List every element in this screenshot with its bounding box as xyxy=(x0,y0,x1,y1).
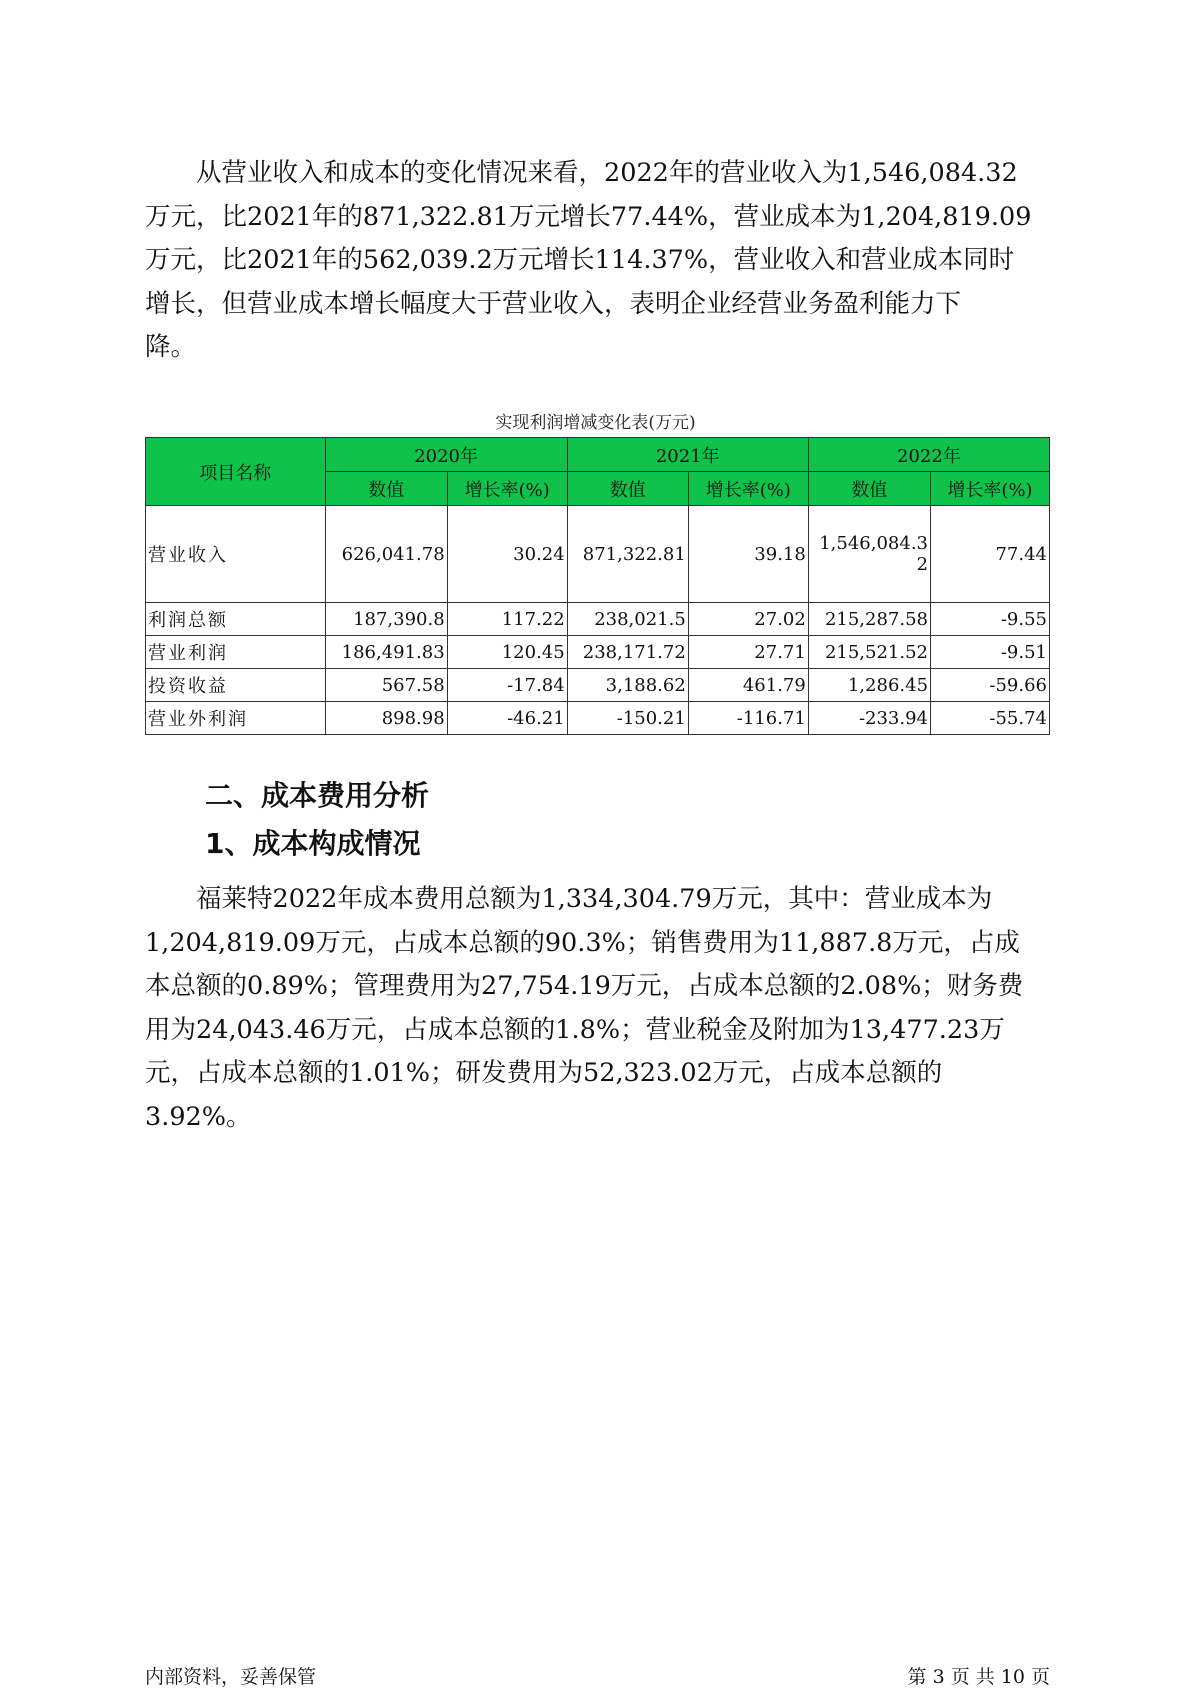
cell: 215,521.52 xyxy=(808,636,930,669)
table-row xyxy=(146,669,1050,702)
paragraph-line: 福莱特2022年成本费用总额为1,334,304.79万元，其中：营业成本为 xyxy=(145,884,993,914)
cell: 39.18 xyxy=(688,506,808,603)
cell: 3,188.62 xyxy=(567,669,688,702)
intro-paragraph xyxy=(145,152,1045,370)
cell: 898.98 xyxy=(325,702,447,735)
paragraph-line: 万元，比2021年的562,039.2万元增长114.37%，营业收入和营业成本同时 xyxy=(145,245,1015,275)
table-header-row xyxy=(146,438,1050,472)
paragraph-line: 本总额的0.89%；管理费用为27,754.19万元，占成本总额的2.08%；财务费 xyxy=(145,971,1024,1001)
cell: 871,322.81 xyxy=(567,506,688,603)
row-name: 投资收益 xyxy=(146,669,326,702)
cell: 77.44 xyxy=(931,506,1050,603)
row-name: 营业外利润 xyxy=(146,702,326,735)
row-name: 营业收入 xyxy=(146,506,326,603)
cell: -17.84 xyxy=(447,669,567,702)
table-caption: 实现利润增减变化表(万元) xyxy=(495,413,696,433)
cell: 1,546,084.32 xyxy=(808,506,930,603)
header-value: 数值 xyxy=(567,472,688,506)
header-rate: 增长率(%) xyxy=(447,472,567,506)
cell: 1,286.45 xyxy=(808,669,930,702)
paragraph-line: 3.92%。 xyxy=(145,1101,252,1132)
cell: -59.66 xyxy=(931,669,1050,702)
cell: 215,287.58 xyxy=(808,603,930,636)
header-value: 数值 xyxy=(808,472,930,506)
header-rate: 增长率(%) xyxy=(688,472,808,506)
cell: -46.21 xyxy=(447,702,567,735)
paragraph-line: 增长，但营业成本增长幅度大于营业收入，表明企业经营业务盈利能力下 xyxy=(145,288,962,319)
profit-table xyxy=(145,437,1050,735)
paragraph-line: 万元，比2021年的871,322.81万元增长77.44%，营业成本为1,204,819.09 xyxy=(145,201,1032,232)
cell: 461.79 xyxy=(688,669,808,702)
cell: 238,171.72 xyxy=(567,636,688,669)
paragraph-line: 1,204,819.09万元，占成本总额的90.3%；销售费用为11,887.8万元，占成 xyxy=(145,927,1020,958)
cell: 238,021.5 xyxy=(567,603,688,636)
cell: 187,390.8 xyxy=(325,603,447,636)
cell: 120.45 xyxy=(447,636,567,669)
header-year: 2022年 xyxy=(808,438,1049,472)
header-item-name: 项目名称 xyxy=(146,438,326,506)
header-year: 2021年 xyxy=(567,438,808,472)
header-value: 数值 xyxy=(325,472,447,506)
cell: -55.74 xyxy=(931,702,1050,735)
subsection-heading: 1、成本构成情况 xyxy=(205,827,421,860)
cell: 30.24 xyxy=(447,506,567,603)
section-heading: 二、成本费用分析 xyxy=(205,779,430,812)
cell: 567.58 xyxy=(325,669,447,702)
cell: -9.51 xyxy=(931,636,1050,669)
cell: 626,041.78 xyxy=(325,506,447,603)
header-year: 2020年 xyxy=(325,438,567,472)
paragraph-line: 降。 xyxy=(145,332,197,362)
header-rate: 增长率(%) xyxy=(931,472,1050,506)
footer-confidential: 内部资料，妥善保管 xyxy=(145,1666,317,1688)
cell: -9.55 xyxy=(931,603,1050,636)
page-number: 第 3 页 共 10 页 xyxy=(907,1666,1050,1688)
table-row xyxy=(146,506,1050,603)
paragraph-line: 用为24,043.46万元，占成本总额的1.8%；营业税金及附加为13,477.23万 xyxy=(145,1014,1005,1045)
cell: 186,491.83 xyxy=(325,636,447,669)
paragraph-line: 从营业收入和成本的变化情况来看，2022年的营业收入为1,546,084.32 xyxy=(145,158,1018,188)
cell: 27.02 xyxy=(688,603,808,636)
table-row xyxy=(146,603,1050,636)
row-name: 营业利润 xyxy=(146,636,326,669)
cell: 27.71 xyxy=(688,636,808,669)
cell: -233.94 xyxy=(808,702,930,735)
row-name: 利润总额 xyxy=(146,603,326,636)
cell: 117.22 xyxy=(447,603,567,636)
cell: -150.21 xyxy=(567,702,688,735)
cost-paragraph xyxy=(145,878,1045,1139)
table-row xyxy=(146,702,1050,735)
paragraph-line: 元，占成本总额的1.01%；研发费用为52,323.02万元，占成本总额的 xyxy=(145,1058,943,1088)
cell: -116.71 xyxy=(688,702,808,735)
table-row xyxy=(146,636,1050,669)
